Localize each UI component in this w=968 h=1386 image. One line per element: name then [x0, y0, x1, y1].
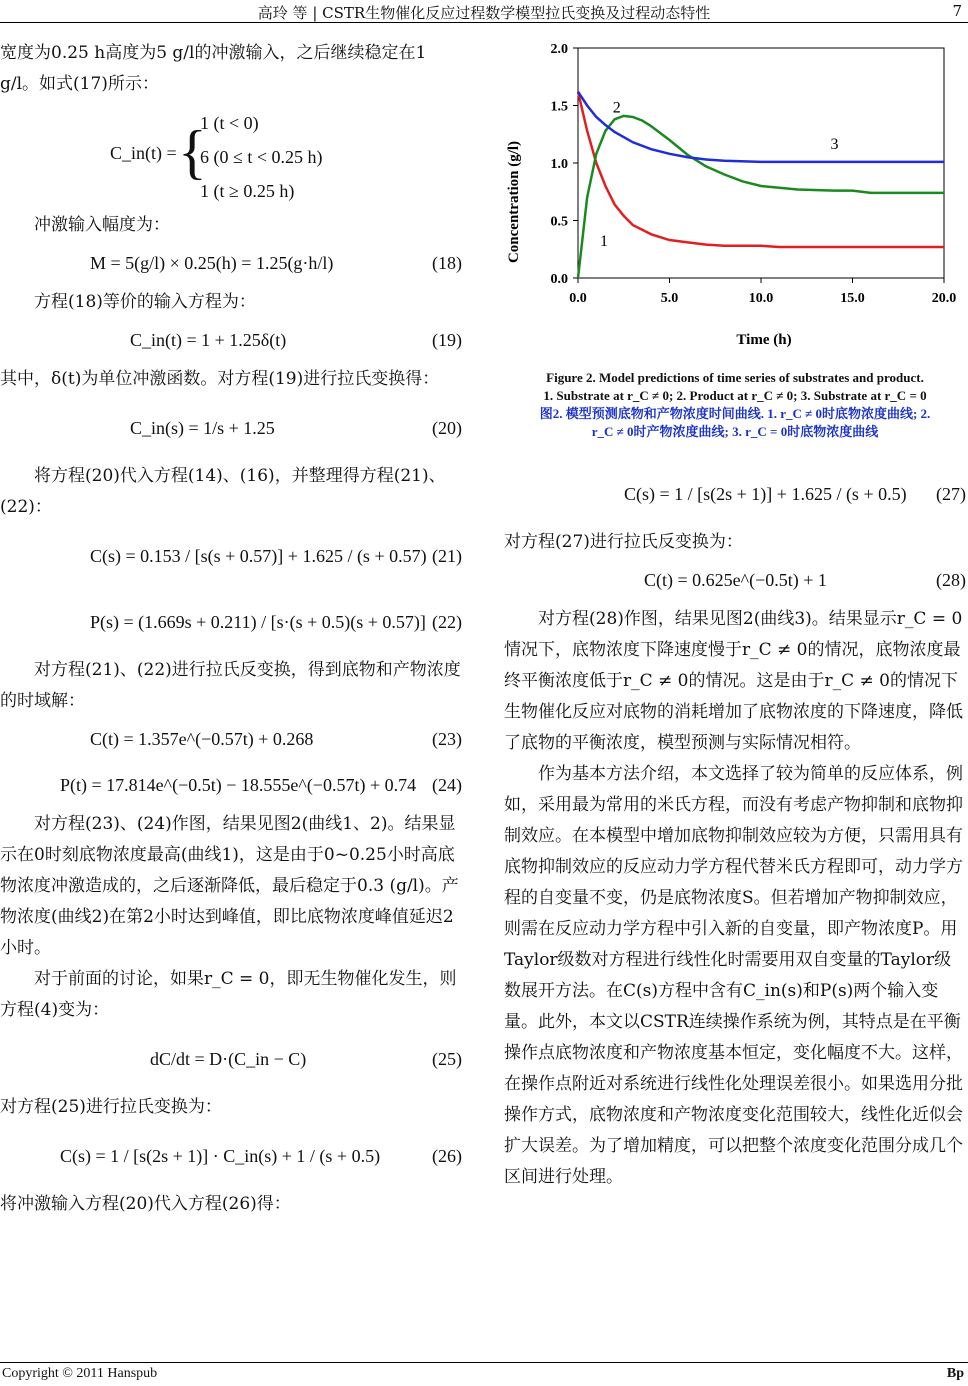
y-tick-label: 0.0: [550, 272, 568, 287]
equation-number: (19): [432, 330, 462, 350]
equation-21: C(s) = 0.153 / [s(s + 0.57)] + 1.625 / (s + 0.57) (21): [0, 523, 462, 589]
y-axis-label: Concentration (g/l): [506, 140, 522, 264]
equation-number: (24): [432, 775, 462, 795]
curve-label-3: 3: [830, 136, 839, 154]
paragraph: 将冲激输入方程(20)代入方程(26)得：: [0, 1194, 291, 1214]
case-line: 6 (0 ≤ t < 0.25 h): [200, 147, 323, 167]
x-tick-label: 10.0: [748, 291, 774, 306]
paragraph: 作为基本方法介绍，本文选择了较为简单的反应体系，例如，采用最为常用的米氏方程，而没有考虑产物抑制和底物抑制效应。在本模型中增加底物抑制效应较为方便，只需用具有底物抑制效应的反应动力学方程代替米氏方程即可，动力学方程的自变量不变，仍是底物浓度S。但若增加产物抑制效应，则需在反应动力学方程中引入新的自变量，即产物浓度P。用Taylor级数对方程进行线性化时需要用双自变量的Taylor级数展开方法。在C(s)方程中含有C_in(s)和P(s)两个输入变量。此外，本文以CSTR连续操作系统为例，其特点是在平衡操作点底物浓度和产物浓度基本恒定，变化幅度不大。这样，在操作点附近对系统进行线性化处理误差很小。如果选用分批操作方式，底物浓度和产物浓度变化范围较大，线性化近似会扩大误差。为了增加精度，可以把整个浓度变化范围分成几个区间进行处理。: [504, 764, 963, 1187]
figure-caption-cn: r_C ≠ 0时产物浓度曲线; 3. r_C = 0时底物浓度曲线: [591, 424, 879, 439]
case-line: 1 (t < 0): [200, 113, 259, 133]
line-chart: [504, 38, 966, 358]
equation-number: (23): [432, 729, 462, 749]
equation-24: P(t) = 17.814e^(−0.5t) − 18.555e^(−0.57t) + 0.74 (24): [0, 763, 462, 809]
x-tick-label: 20.0: [931, 291, 957, 306]
paragraph: 对方程(28)作图，结果见图2(曲线3)。结果显示r_C = 0情况下，底物浓度下降速度慢于r_C ≠ 0的情况，底物浓度最终平衡浓度低于r_C ≠ 0的情况。这是由于r_C ≠ 0的情况下生物催化反应对底物的消耗增加了底物浓度的下降速度，降低了底物的平衡浓度，模型预测与实际情况相符。: [504, 609, 963, 753]
y-tick-label: 0.5: [550, 214, 568, 230]
equation-23: C(t) = 1.357e^(−0.57t) + 0.268 (23): [0, 717, 462, 763]
equation-22: P(s) = (1.669s + 0.211) / [s·(s + 0.5)(s + 0.57)] (22): [0, 589, 462, 655]
equation-number: (22): [432, 612, 462, 632]
running-title: 高玲 等 | CSTR生物催化反应过程数学模型拉氏变换及过程动态特性: [257, 4, 711, 22]
paragraph: 对方程(27)进行拉氏反变换为：: [504, 532, 743, 552]
left-column: [0, 38, 462, 1220]
paragraph: 对方程(23)、(24)作图，结果见图2(曲线1、2)。结果显示在0时刻底物浓度最高(曲线1)，这是由于0~0.25小时高底物浓度冲激造成的，之后逐渐降低，最后稳定于0.3 (g/l)。产物浓度(曲线2)在第2小时达到峰值，即比底物浓度峰值延迟2小时。: [0, 814, 459, 958]
page-header: [0, 0, 968, 23]
figure-caption-en: 1. Substrate at r_C ≠ 0; 2. Product at r_C ≠ 0; 3. Substrate at r_C = 0: [543, 388, 927, 403]
paragraph: 宽度为0.25 h高度为5 g/l的冲激输入，之后继续稳定在1 g/l。如式(17)所示：: [0, 43, 427, 94]
equation-number: (27): [936, 484, 966, 504]
equation-27: C(s) = 1 / [s(2s + 1)] + 1.625 / (s + 0.5) (27): [504, 461, 966, 527]
paragraph: 对方程(25)进行拉氏变换为：: [0, 1097, 222, 1117]
figure-caption-en: Figure 2. Model predictions of time series of substrates and product.: [546, 370, 924, 385]
equation-number: (26): [432, 1146, 462, 1166]
equation-28: C(t) = 0.625e^(−0.5t) + 1 (28): [504, 558, 966, 604]
case-line: 1 (t ≥ 0.25 h): [200, 181, 295, 201]
series-line-1: [578, 92, 944, 247]
equation-number: (21): [432, 546, 462, 566]
y-tick-label: 1.0: [550, 157, 568, 172]
paragraph: 对于前面的讨论，如果r_C = 0，即无生物催化发生，则方程(4)变为：: [0, 969, 457, 1020]
y-tick-label: 2.0: [550, 42, 568, 57]
equation-number: (25): [432, 1049, 462, 1069]
x-axis-label: Time (h): [736, 332, 792, 348]
figure-2: [504, 38, 966, 441]
right-column: [504, 38, 966, 1193]
paragraph: 对方程(21)、(22)进行拉氏反变换，得到底物和产物浓度的时域解：: [0, 660, 461, 711]
paragraph: 方程(18)等价的输入方程为：: [34, 292, 256, 312]
equation-25: dC/dt = D·(C_in − C) (25): [0, 1026, 462, 1092]
equation-18: M = 5(g/l) × 0.25(h) = 1.25(g·h/l) (18): [0, 241, 462, 287]
journal-code: Bp: [946, 1366, 964, 1381]
equation-number: (18): [432, 253, 462, 273]
x-tick-label: 0.0: [569, 291, 587, 306]
brace: {: [178, 119, 207, 185]
page-number: 7: [952, 2, 962, 20]
figure-caption-cn: 图2. 模型预测底物和产物浓度时间曲线. 1. r_C ≠ 0时底物浓度曲线; 2.: [539, 406, 931, 421]
page-footer: [0, 1362, 968, 1381]
x-tick-label: 15.0: [840, 291, 865, 306]
equation-17: [0, 100, 462, 210]
equation-number: (28): [936, 570, 966, 590]
equation-26: C(s) = 1 / [s(2s + 1)] · C_in(s) + 1 / (s + 0.5) (26): [0, 1123, 462, 1189]
x-tick-label: 5.0: [660, 291, 679, 306]
plot-area: [551, 42, 957, 306]
equation-19: C_in(t) = 1 + 1.25δ(t) (19): [0, 318, 462, 364]
paragraph: 将方程(20)代入方程(14)、(16)，并整理得方程(21)、(22)：: [0, 466, 446, 517]
equation-lhs: C_in(t) =: [110, 143, 177, 163]
paragraph: 冲激输入幅度为：: [34, 215, 170, 235]
equation-20: C_in(s) = 1/s + 1.25 (20): [0, 395, 462, 461]
equation-number: (20): [432, 418, 462, 438]
curve-label-2: 2: [612, 99, 621, 117]
series-line-2: [578, 116, 944, 278]
series-line-3: [578, 92, 944, 162]
curve-label-1: 1: [599, 232, 608, 250]
y-tick-label: 1.5: [550, 99, 568, 115]
copyright: Copyright © 2011 Hanspub: [2, 1366, 158, 1381]
paragraph: 其中，δ(t)为单位冲激函数。对方程(19)进行拉氏变换得：: [0, 369, 440, 389]
